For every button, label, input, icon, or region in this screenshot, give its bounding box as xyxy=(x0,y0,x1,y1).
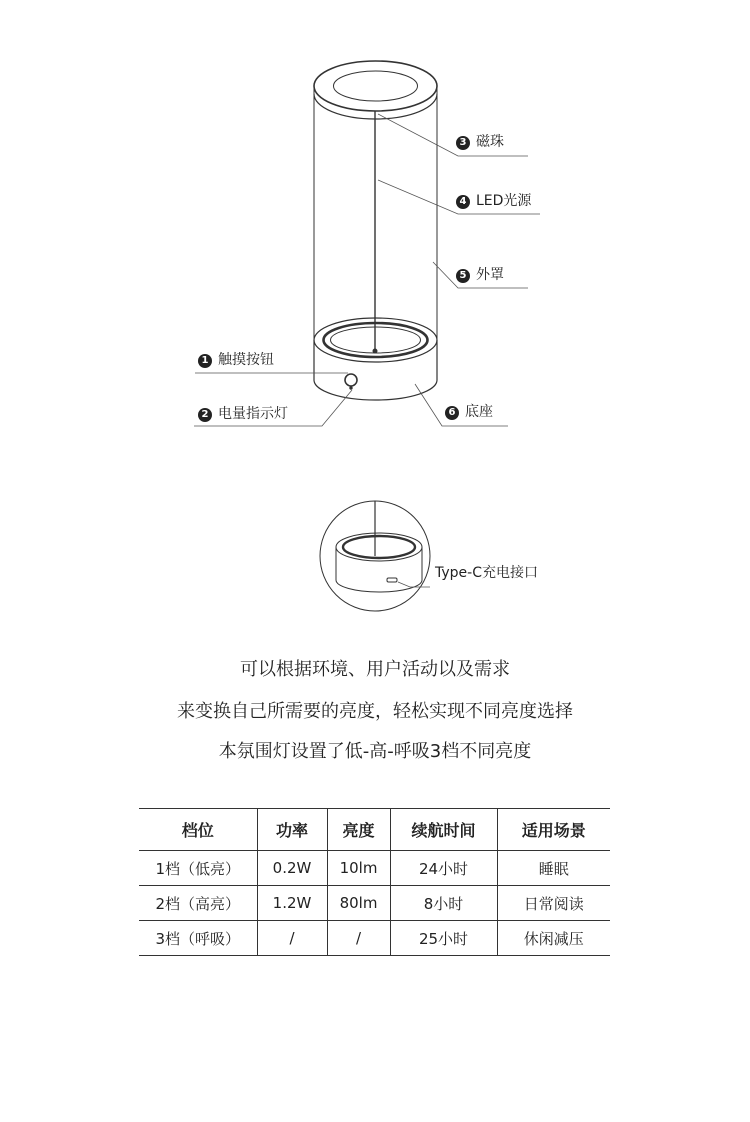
cell-mode: 1档（低亮） xyxy=(139,851,257,886)
label-touch-button xyxy=(198,351,274,369)
header-mode: 档位 xyxy=(139,809,257,851)
description-line-2: 来变换自己所需要的亮度，轻松实现不同亮度选择 xyxy=(177,701,573,722)
table-row xyxy=(139,921,610,956)
touch-button xyxy=(345,374,357,386)
label-text: 磁珠 xyxy=(476,134,504,150)
header-runtime: 续航时间 xyxy=(390,809,497,851)
type-c-port xyxy=(387,578,397,582)
cell-runtime: 24小时 xyxy=(390,851,497,886)
cell-power: / xyxy=(257,921,327,956)
label-text: 底座 xyxy=(465,404,493,420)
cell-brightness: / xyxy=(327,921,390,956)
label-shade xyxy=(456,266,504,284)
cell-brightness: 80lm xyxy=(327,886,390,921)
label-base xyxy=(445,403,493,421)
header-brightness: 亮度 xyxy=(327,809,390,851)
label-number: 3 xyxy=(456,136,470,150)
label-number: 5 xyxy=(456,269,470,283)
table-row xyxy=(139,886,610,921)
label-battery-indicator xyxy=(198,405,288,423)
label-text: LED光源 xyxy=(476,193,532,209)
label-number: 4 xyxy=(456,195,470,209)
label-text: 触摸按钮 xyxy=(218,352,274,368)
magnet-bead xyxy=(373,349,377,353)
cell-brightness: 10lm xyxy=(327,851,390,886)
cell-runtime: 25小时 xyxy=(390,921,497,956)
cell-power: 1.2W xyxy=(257,886,327,921)
cell-runtime: 8小时 xyxy=(390,886,497,921)
label-number: 6 xyxy=(445,406,459,420)
label-magnet-bead xyxy=(456,133,504,151)
table-header-row xyxy=(139,809,610,851)
label-led-source xyxy=(456,192,531,210)
cell-scene: 日常阅读 xyxy=(497,886,610,921)
label-number: 1 xyxy=(198,354,212,368)
cell-mode: 2档（高亮） xyxy=(139,886,257,921)
cell-scene: 睡眠 xyxy=(497,851,610,886)
top-cap-inner xyxy=(334,71,418,101)
table-row xyxy=(139,851,610,886)
lamp-drawing xyxy=(314,61,437,400)
spec-table xyxy=(139,808,610,956)
label-type-c-port: Type-C充电接口 xyxy=(435,565,538,581)
cell-power: 0.2W xyxy=(257,851,327,886)
label-text: 外罩 xyxy=(476,267,504,283)
description-line-1: 可以根据环境、用户活动以及需求 xyxy=(240,659,510,680)
label-text: 电量指示灯 xyxy=(218,406,288,422)
battery-indicator xyxy=(350,387,352,389)
cell-mode: 3档（呼吸） xyxy=(139,921,257,956)
header-power: 功率 xyxy=(257,809,327,851)
top-cap-outer xyxy=(314,61,437,111)
label-number: 2 xyxy=(198,408,212,422)
cell-scene: 休闲减压 xyxy=(497,921,610,956)
description-line-3: 本氛围灯设置了低-高-呼吸3档不同亮度 xyxy=(218,741,532,762)
header-scene: 适用场景 xyxy=(497,809,610,851)
port-detail xyxy=(320,501,430,611)
